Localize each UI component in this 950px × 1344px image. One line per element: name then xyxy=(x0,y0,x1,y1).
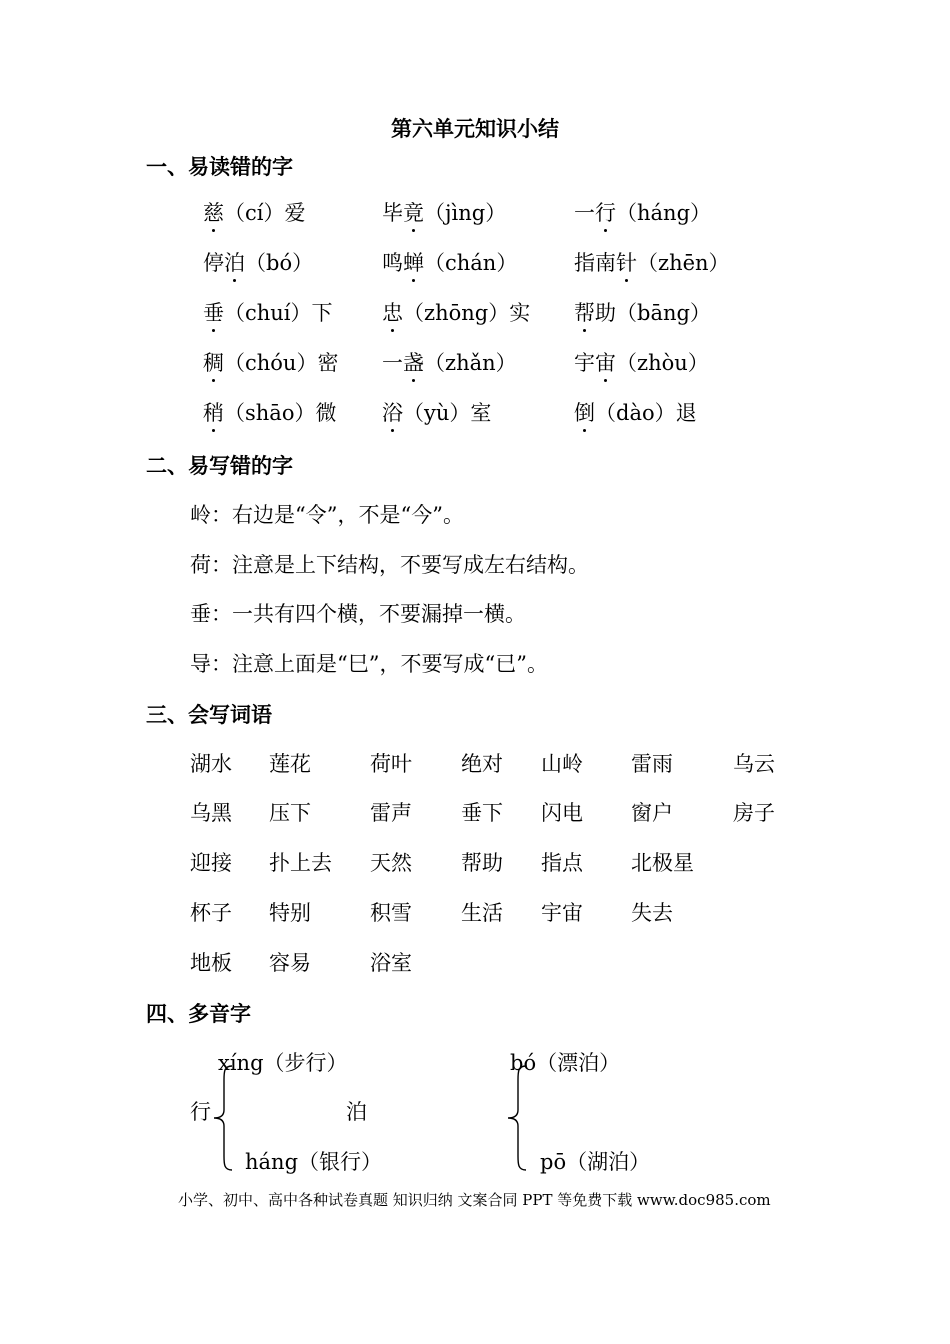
polyphone-reading-top: xíng（步行） xyxy=(218,1051,348,1075)
word-item: 特别 xyxy=(269,901,311,925)
reading-item: 一行（háng） xyxy=(574,201,712,225)
word-item: 扑上去 xyxy=(269,851,332,875)
reading-item: 倒（dào）退 xyxy=(574,401,697,425)
word-item: 生活 xyxy=(461,901,503,925)
word-item: 北极星 xyxy=(631,851,694,875)
emphasis-dot xyxy=(212,329,215,332)
word-item: 闪电 xyxy=(541,801,583,825)
reading-item: 稍（shāo）微 xyxy=(203,401,337,425)
word-item: 莲花 xyxy=(269,752,311,776)
emphasis-dot xyxy=(212,429,215,432)
word-item: 地板 xyxy=(190,951,232,975)
word-item: 垂下 xyxy=(461,801,503,825)
word-item: 迎接 xyxy=(190,851,232,875)
polyphone-char: 泊 xyxy=(346,1100,367,1124)
reading-item: 宇宙（zhòu） xyxy=(574,351,709,375)
word-item: 乌黑 xyxy=(190,801,232,825)
section-heading-1: 一、易读错的字 xyxy=(146,154,293,179)
word-item: 雷声 xyxy=(370,801,412,825)
word-item: 雷雨 xyxy=(631,752,673,776)
word-item: 浴室 xyxy=(370,951,412,975)
word-item: 山岭 xyxy=(541,752,583,776)
writing-note: 导：注意上面是“巳”，不要写成“已”。 xyxy=(190,652,548,676)
word-item: 窗户 xyxy=(631,801,673,825)
polyphone-reading-bottom: háng（银行） xyxy=(245,1150,383,1174)
word-item: 荷叶 xyxy=(370,752,412,776)
reading-item: 忠（zhōng）实 xyxy=(382,301,531,325)
word-item: 乌云 xyxy=(733,752,775,776)
emphasis-dot xyxy=(604,229,607,232)
word-item: 帮助 xyxy=(461,851,503,875)
emphasis-dot xyxy=(233,279,236,282)
word-item: 湖水 xyxy=(190,752,232,776)
reading-item: 浴（yù）室 xyxy=(382,401,492,425)
reading-item: 指南针（zhēn） xyxy=(574,251,730,275)
writing-note: 岭：右边是“令”，不是“今”。 xyxy=(190,503,464,527)
page-title: 第六单元知识小结 xyxy=(391,116,559,141)
reading-item: 一盏（zhǎn） xyxy=(382,351,517,375)
word-item: 失去 xyxy=(631,901,673,925)
section-heading-3: 三、会写词语 xyxy=(146,702,272,727)
reading-item: 毕竟（jìng） xyxy=(382,201,507,225)
section-heading-2: 二、易写错的字 xyxy=(146,453,293,478)
word-item: 绝对 xyxy=(461,752,503,776)
word-item: 天然 xyxy=(370,851,412,875)
emphasis-dot xyxy=(212,379,215,382)
polyphone-char: 行 xyxy=(190,1100,211,1124)
footer-note: 小学、初中、高中各种试卷真题 知识归纳 文案合同 PPT 等免费下载 www.doc985.com xyxy=(178,1191,771,1209)
emphasis-dot xyxy=(391,429,394,432)
polyphone-reading-bottom: pō（湖泊） xyxy=(540,1150,651,1174)
reading-item: 稠（chóu）密 xyxy=(203,351,339,375)
emphasis-dot xyxy=(391,329,394,332)
reading-item: 帮助（bāng） xyxy=(574,301,711,325)
word-item: 宇宙 xyxy=(541,901,583,925)
word-item: 房子 xyxy=(733,801,775,825)
polyphone-reading-top: bó（漂泊） xyxy=(510,1051,621,1075)
reading-item: 鸣蝉（chán） xyxy=(382,251,518,275)
word-item: 积雪 xyxy=(370,901,412,925)
reading-item: 慈（cí）爱 xyxy=(203,201,306,225)
word-item: 压下 xyxy=(269,801,311,825)
emphasis-dot xyxy=(212,229,215,232)
emphasis-dot xyxy=(604,379,607,382)
reading-item: 停泊（bó） xyxy=(203,251,314,275)
emphasis-dot xyxy=(583,429,586,432)
emphasis-dot xyxy=(412,279,415,282)
emphasis-dot xyxy=(625,279,628,282)
emphasis-dot xyxy=(412,229,415,232)
writing-note: 垂：一共有四个横，不要漏掉一横。 xyxy=(190,602,526,626)
left-brace-icon xyxy=(210,1064,236,1172)
reading-item: 垂（chuí）下 xyxy=(203,301,333,325)
word-item: 杯子 xyxy=(190,901,232,925)
writing-note: 荷：注意是上下结构，不要写成左右结构。 xyxy=(190,553,589,577)
left-brace-icon xyxy=(504,1064,530,1172)
section-heading-4: 四、多音字 xyxy=(146,1001,251,1026)
emphasis-dot xyxy=(412,379,415,382)
emphasis-dot xyxy=(583,329,586,332)
word-item: 指点 xyxy=(541,851,583,875)
word-item: 容易 xyxy=(269,951,311,975)
